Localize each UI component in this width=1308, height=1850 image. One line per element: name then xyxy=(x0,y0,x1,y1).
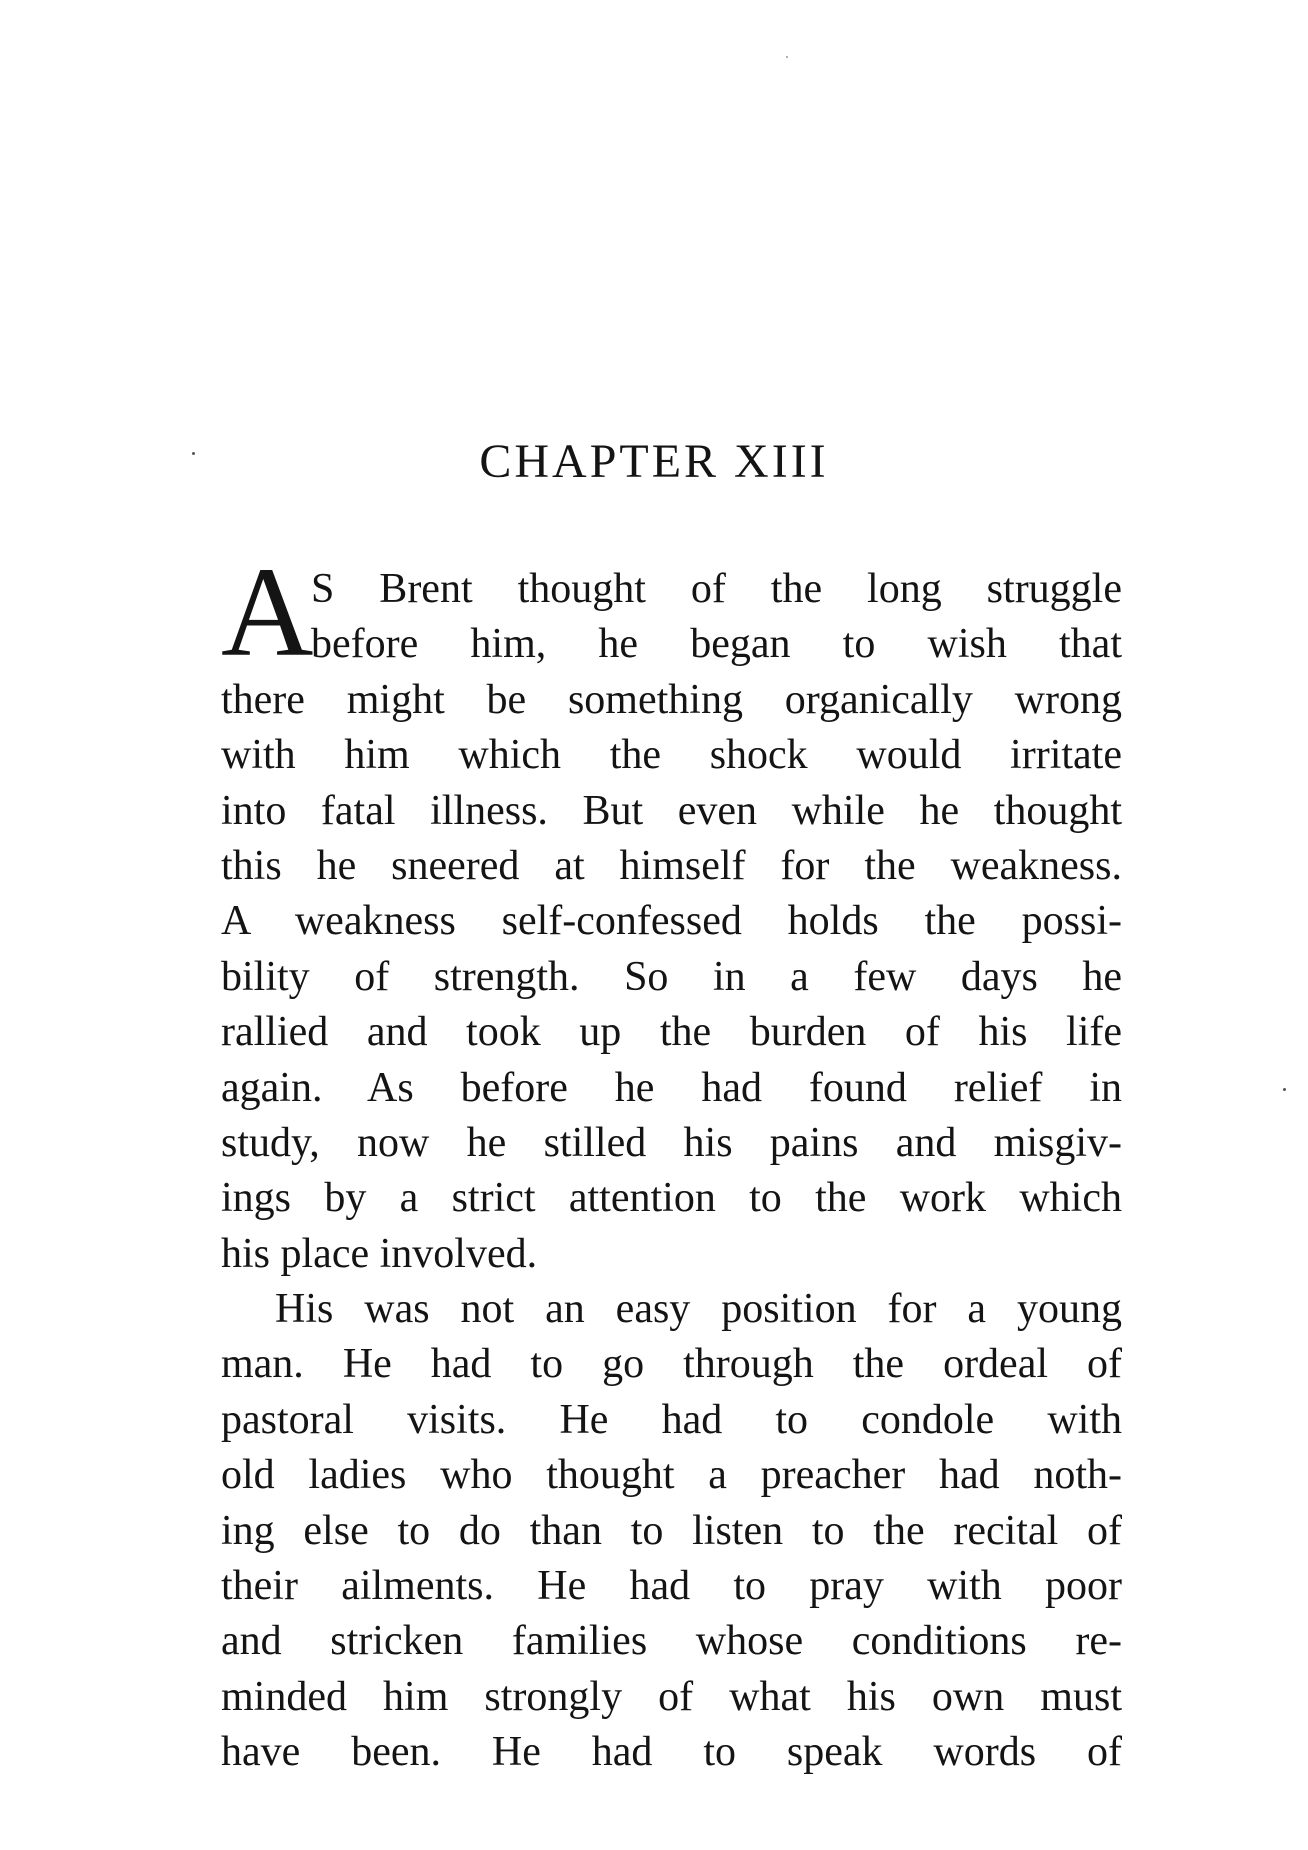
text-line: into fatal illness. But even while he thought xyxy=(221,787,1122,834)
text-line: with him which the shock would irritate xyxy=(221,732,1122,779)
text-line: rallied and took up the burden of his life xyxy=(221,1009,1122,1056)
text-line: his place involved. xyxy=(221,1230,538,1277)
text-line: and stricken families whose conditions re- xyxy=(221,1618,1122,1665)
body-text xyxy=(221,562,1122,1781)
text-line: have been. He had to speak words of xyxy=(221,1729,1122,1776)
text-line: pastoral visits. He had to condole with xyxy=(221,1396,1122,1443)
text-line: bility of strength. So in a few days he xyxy=(221,953,1122,1000)
text-line: study, now he stilled his pains and misgiv- xyxy=(221,1119,1122,1166)
text-line: man. He had to go through the ordeal of xyxy=(221,1341,1122,1388)
text-line: A weakness self-confessed holds the possi- xyxy=(221,898,1122,945)
text-line: their ailments. He had to pray with poor xyxy=(221,1563,1122,1610)
text-line: there might be something organically wrong xyxy=(221,676,1122,723)
scan-speck xyxy=(786,56,788,58)
text-line: minded him strongly of what his own must xyxy=(221,1673,1122,1720)
scan-speck xyxy=(192,452,195,455)
text-line: before him, he began to wish that xyxy=(311,621,1122,668)
paragraph-2 xyxy=(221,1282,1122,1781)
text-line: this he sneered at himself for the weakness. xyxy=(221,842,1122,889)
text-line: old ladies who thought a preacher had noth- xyxy=(221,1452,1122,1499)
text-line: ing else to do than to listen to the recital of xyxy=(221,1507,1122,1554)
scan-speck xyxy=(1283,1088,1286,1091)
text-line: again. As before he had found relief in xyxy=(221,1064,1122,1111)
paragraph-1 xyxy=(221,562,1122,1282)
text-line: His was not an easy position for a young xyxy=(275,1286,1122,1333)
drop-cap: A xyxy=(221,541,314,683)
text-line: ings by a strict attention to the work which xyxy=(221,1175,1122,1222)
text-line: S Brent thought of the long struggle xyxy=(311,566,1122,612)
chapter-title: CHAPTER XIII xyxy=(479,435,829,488)
